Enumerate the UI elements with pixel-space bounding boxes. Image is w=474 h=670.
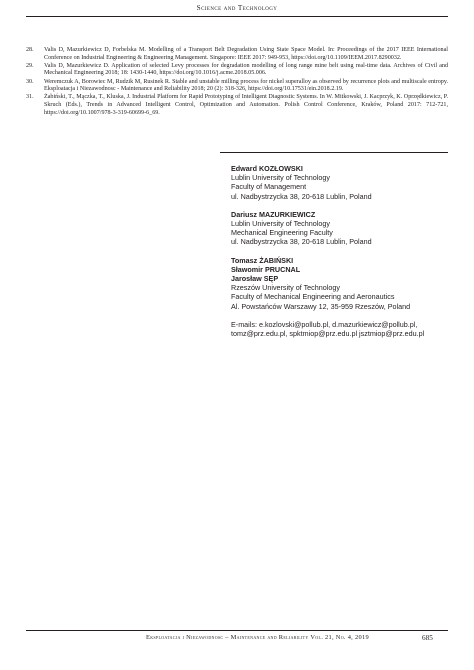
email-line: tomz@prz.edu.pl, spktmiop@prz.edu.pl jsztmiop@prz.edu.pl (231, 329, 425, 339)
affiliation-address: ul. Nadbystrzycka 38, 20-618 Lublin, Poland (231, 237, 372, 247)
author-name: Edward KOZŁOWSKI (231, 164, 303, 173)
reference-number: 31. (26, 94, 34, 101)
affiliation-address: ul. Nadbystrzycka 38, 20-618 Lublin, Poland (231, 191, 372, 201)
affiliation-address: Al. Powstańców Warszawy 12, 35-959 Rzeszów, Poland (231, 301, 411, 311)
reference-list (26, 47, 448, 118)
affiliation-faculty: Mechanical Engineering Faculty (231, 228, 333, 238)
author-block (231, 164, 451, 201)
header-rule (26, 16, 448, 17)
reference-text: Valis D, Mazurkiewicz D, Forbelska M. Modelling of a Transport Belt Degradation Using State Space Model. In: Proceedings of the 2017 IEEE International Conference on Industrial Engineering & Engineering Management. Singapore: IEEE 2017: 949-953, https://doi.org/10.1109/IEEM.2017.8290032. (44, 47, 448, 61)
reference-number: 30. (26, 78, 34, 85)
page-number: 685 (422, 634, 433, 642)
running-header: Science and Technology (196, 4, 278, 12)
reference-number: 29. (26, 62, 34, 69)
affiliation-university: Lublin University of Technology (231, 219, 330, 229)
author-name: Sławomir PRUCNAL (231, 264, 301, 274)
author-affiliations (231, 164, 451, 338)
reference-text: Weremczuk A, Borowiec M, Rudzik M, Rusinek R. Stable and unstable milling process for nickel superalloy as observed by recurrence plots and multiscale entropy. Eksploatacja i Niezawodnosc - Maintenance and Reliability 2018; 20 (2): 318-326, https://doi.org/10.17531/ein.2018.2.19. (44, 78, 448, 93)
email-line: E-mails: e.kozlovski@pollub.pl, d.mazurkiewicz@pollub.pl, (231, 319, 418, 329)
reference-item (26, 47, 448, 62)
author-name: Dariusz MAZURKIEWICZ (231, 209, 316, 219)
author-name: Jarosław SĘP (231, 274, 279, 284)
affiliation-faculty: Faculty of Mechanical Engineering and Aeronautics (231, 292, 395, 302)
reference-number: 28. (26, 47, 34, 53)
affiliation-university: Rzeszów University of Technology (231, 283, 340, 293)
reference-text: Żabiński, T., Mączka, T., Kluska, J. Industrial Platform for Rapid Prototyping of Intelligent Diagnostic Systems. In W. Mitkowski, J. Kacprzyk, K. Oprzędkiewicz, P. Skruch (Eds.), Trends in Advanced Intelligent Control, Optimization and Automation. Polish Control Conference, Kraków, Poland 2017: 712-721, https://doi.org/10.1007/978-3-319-60699-6_69. (44, 94, 448, 116)
affiliation-university: Lublin University of Technology (231, 173, 330, 183)
email-block (231, 320, 451, 338)
reference-item (26, 63, 448, 78)
author-block (231, 256, 451, 311)
author-name: Tomasz ŻABIŃSKI (231, 255, 294, 265)
author-section-divider (220, 152, 448, 153)
footer-journal-title: Eksploatacja i Niezawodnosc – Maintenance and Reliability Vol. 21, No. 4, 2019 (146, 634, 369, 641)
reference-text: Valis D, Mazurkiewicz D. Application of selected Levy processes for degradation modelling of long range mine belt using real-time data. Archives of Civil and Mechanical Engineering 2018; 18: 1430-1440, https://doi.org/10.1016/j.acme.2018.05.006. (44, 62, 448, 77)
reference-item (26, 94, 448, 117)
affiliation-faculty: Faculty of Management (231, 182, 307, 192)
author-block (231, 210, 451, 247)
reference-item (26, 79, 448, 94)
footer-rule (26, 630, 448, 631)
